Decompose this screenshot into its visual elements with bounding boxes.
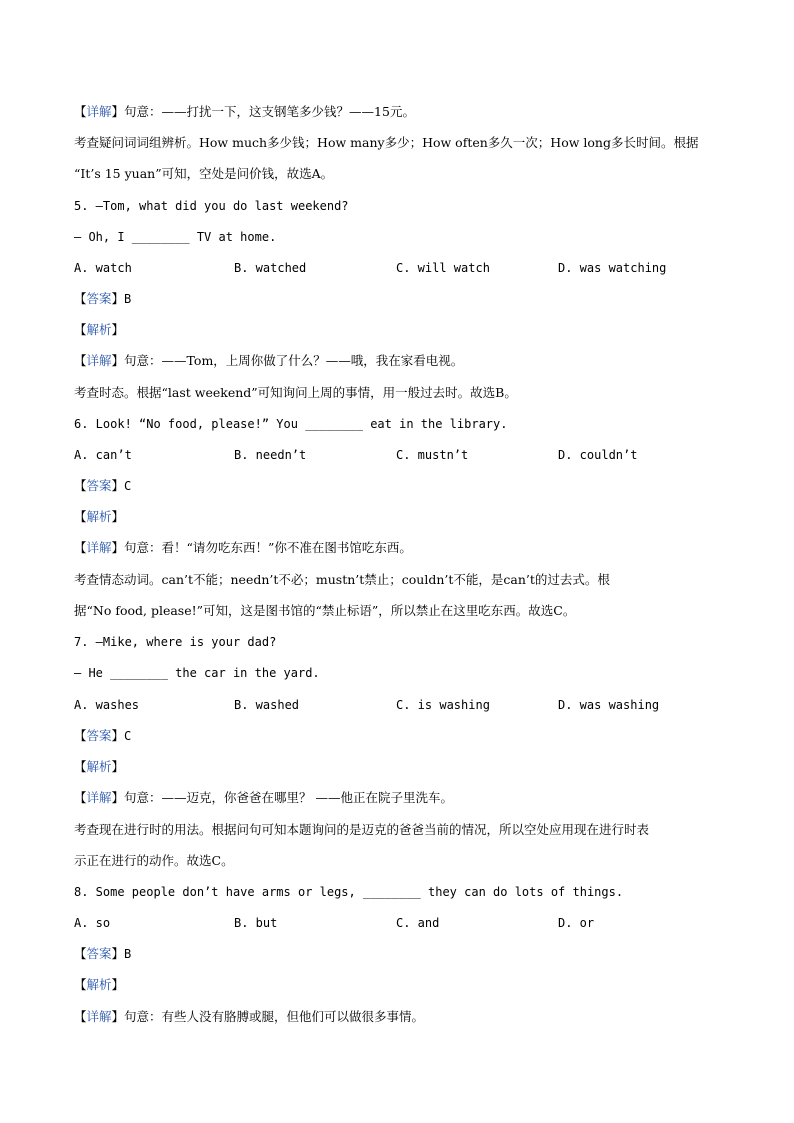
explanation-line: 考查现在进行时的用法。根据问句可知本题询问的是迈克的爸爸当前的情况，所以空处应用现在进行时表	[74, 822, 650, 837]
option-c: C. and	[396, 916, 440, 930]
option-b: B. but	[234, 916, 278, 930]
option-c: C. will watch	[396, 261, 490, 275]
option-a: A. watch	[74, 261, 132, 275]
section-tag: 答案	[86, 728, 112, 743]
section-tag: 解析	[86, 759, 112, 774]
line-text: 句意：看！“请勿吃东西！”你不准在图书馆吃东西。	[124, 540, 412, 555]
analysis-line: 【解析】	[74, 509, 125, 524]
option-b: B. watched	[234, 261, 307, 275]
section-tag: 解析	[86, 322, 112, 337]
section-tag: 详解	[86, 353, 112, 368]
section-tag: 详解	[86, 790, 112, 805]
detail-line: 【详解】句意：——打扰一下，这支钢笔多少钱？——15元。	[74, 104, 415, 119]
answer-value: B	[124, 292, 132, 306]
explanation-line: 考查时态。根据“last weekend”可知询问上周的事情，用一般过去时。故选B。	[74, 385, 517, 400]
question-line: 8. Some people don’t have arms or legs, ________ they can do lots of things.	[74, 885, 624, 899]
option-b: B. needn’t	[234, 448, 307, 462]
analysis-line: 【解析】	[74, 759, 125, 774]
line-text: 句意：——迈克，你爸爸在哪里？ ——他正在院子里洗车。	[124, 790, 454, 805]
detail-line: 【详解】句意：看！“请勿吃东西！”你不准在图书馆吃东西。	[74, 540, 412, 555]
analysis-line: 【解析】	[74, 322, 125, 337]
question-line: — He ________ the car in the yard.	[74, 666, 320, 680]
section-tag: 详解	[86, 1009, 112, 1024]
answer-line: 【答案】C	[74, 728, 132, 743]
section-tag: 答案	[86, 946, 112, 961]
option-a: A. washes	[74, 698, 140, 712]
options-row	[74, 914, 724, 932]
answer-line: 【答案】B	[74, 946, 132, 961]
section-tag: 解析	[86, 977, 112, 992]
option-d: D. or	[558, 916, 595, 930]
option-a: A. so	[74, 916, 111, 930]
detail-line: 【详解】句意：——迈克，你爸爸在哪里？ ——他正在院子里洗车。	[74, 790, 454, 805]
question-line: 6. Look! “No food, please!” You ________ eat in the library.	[74, 417, 508, 431]
section-tag: 答案	[86, 291, 112, 306]
option-d: D. was washing	[558, 698, 660, 712]
answer-value: C	[124, 729, 132, 743]
option-c: C. is washing	[396, 698, 490, 712]
explanation-line: 据“No food, please!”可知，这是图书馆的“禁止标语”，所以禁止在这里吃东西。故选C。	[74, 603, 576, 618]
option-d: D. couldn’t	[558, 448, 638, 462]
explanation-line: 示正在进行的动作。故选C。	[74, 853, 234, 868]
line-text: 句意：有些人没有胳膊或腿，但他们可以做很多事情。	[124, 1009, 425, 1024]
option-b: B. washed	[234, 698, 300, 712]
analysis-line: 【解析】	[74, 977, 125, 992]
options-row	[74, 259, 724, 277]
options-row	[74, 446, 724, 464]
line-text: 句意：——Tom，上周你做了什么？——哦，我在家看电视。	[124, 353, 464, 368]
section-tag: 详解	[86, 540, 112, 555]
answer-value: B	[124, 947, 132, 961]
question-line: — Oh, I ________ TV at home.	[74, 230, 277, 244]
question-line: 5. —Tom, what did you do last weekend?	[74, 199, 349, 213]
explanation-line: 考查情态动词。can’t不能；needn’t不必；mustn’t禁止；couldn’t不能，是can’t的过去式。根	[74, 572, 610, 587]
section-tag: 详解	[86, 104, 112, 119]
section-tag: 答案	[86, 478, 112, 493]
answer-line: 【答案】B	[74, 291, 132, 306]
option-a: A. can’t	[74, 448, 132, 462]
question-line: 7. —Mike, where is your dad?	[74, 635, 277, 649]
option-c: C. mustn’t	[396, 448, 469, 462]
explanation-line: 考查疑问词词组辨析。How much多少钱；How many多少；How often多久一次；How long多长时间。根据	[74, 135, 699, 150]
options-row	[74, 696, 724, 714]
detail-line: 【详解】句意：——Tom，上周你做了什么？——哦，我在家看电视。	[74, 353, 464, 368]
answer-line: 【答案】C	[74, 478, 132, 493]
explanation-line: “It’s 15 yuan”可知，空处是问价钱，故选A。	[74, 166, 334, 181]
answer-value: C	[124, 479, 132, 493]
line-text: 句意：——打扰一下，这支钢笔多少钱？——15元。	[124, 104, 415, 119]
detail-line: 【详解】句意：有些人没有胳膊或腿，但他们可以做很多事情。	[74, 1009, 425, 1024]
option-d: D. was watching	[558, 261, 667, 275]
section-tag: 解析	[86, 509, 112, 524]
